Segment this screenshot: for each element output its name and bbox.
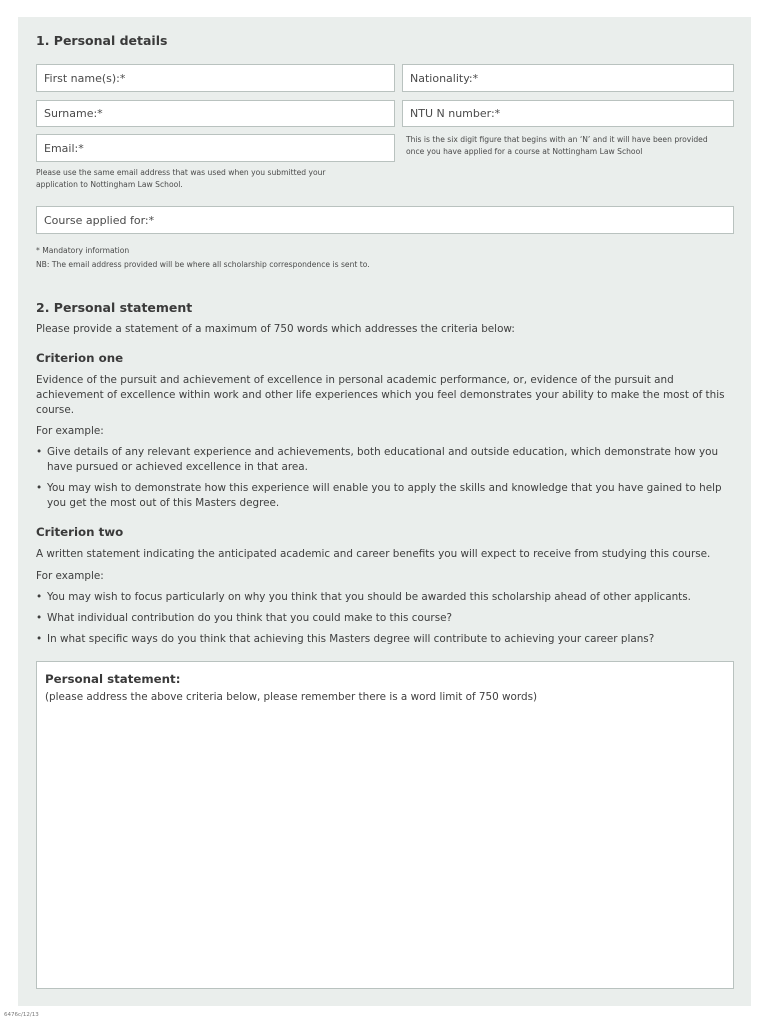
mandatory-info: * Mandatory information [36,246,130,255]
criterion-one-title: Criterion one [36,351,124,365]
personal-statement-box-title: Personal statement: [45,672,181,686]
bullet-icon: • [36,446,43,458]
ntu-number-field[interactable] [402,100,734,127]
criterion-one-bullets [36,445,732,517]
email-note-line-1: Please use the same email address that was used when you submitted your [36,168,326,177]
nationality-label: Nationality:* [410,71,479,85]
email-label: Email:* [44,141,84,155]
bullet-icon: • [36,633,43,645]
bullet-text: You may wish to demonstrate how this experience will enable you to apply the skills and knowledge that you have gained to help you get the most out of this Masters degree. [47,482,722,509]
bullet-icon: • [36,612,43,624]
first-name-label: First name(s):* [44,71,126,85]
ntu-note-line-2: once you have applied for a course at Nottingham Law School [406,147,643,156]
section-personal-details-title: 1. Personal details [36,33,168,48]
bullet-text: In what specific ways do you think that achieving this Masters degree will contribute to achieving your career plans? [47,633,655,645]
personal-statement-textarea[interactable] [36,661,734,989]
criterion-one-for-example: For example: [36,425,104,437]
criterion-two-text: A written statement indicating the anticipated academic and career benefits you will expect to receive from studying this course. [36,548,711,560]
bullet-icon: • [36,591,43,603]
form-reference-code: 6476c/12/13 [4,1012,39,1018]
first-name-field[interactable] [36,64,395,92]
ntu-number-label: NTU N number:* [410,107,501,120]
list-item [36,590,736,605]
criterion-two-bullets [36,590,736,653]
email-note-line-2: application to Nottingham Law School. [36,180,183,189]
course-applied-label: Course applied for:* [44,213,155,227]
criterion-two-for-example: For example: [36,570,104,582]
email-note [36,167,396,191]
bullet-icon: • [36,482,43,494]
nb-email-note: NB: The email address provided will be where all scholarship correspondence is sent to. [36,260,370,269]
list-item [36,632,736,647]
criterion-two-title: Criterion two [36,525,124,539]
personal-statement-box-subtitle: (please address the above criteria below, please remember there is a word limit of 750 words) [45,691,538,703]
list-item [36,481,732,511]
ntu-number-note [406,134,746,158]
list-item [36,611,736,626]
section-personal-statement-title: 2. Personal statement [36,300,193,315]
bullet-text: You may wish to focus particularly on why you think that you should be awarded this scholarship ahead of other applicants. [47,591,691,603]
surname-field[interactable] [36,100,395,127]
criterion-one-text: Evidence of the pursuit and achievement of excellence in personal academic performance, or, evidence of the pursuit and achievement of excellence within work and other life experiences which you feel demonstrates your ability to make the most of this course. [36,374,725,416]
surname-label: Surname:* [44,107,103,120]
mandatory-note [36,245,636,271]
course-applied-field[interactable] [36,206,734,234]
email-field[interactable] [36,134,395,162]
bullet-text: What individual contribution do you think that you could make to this course? [47,612,453,624]
list-item [36,445,732,475]
bullet-text: Give details of any relevant experience and achievements, both educational and outside education, which demonstrate how you have pursued or achieved excellence in that area. [47,446,719,473]
ntu-note-line-1: This is the six digit figure that begins with an ‘N’ and it will have been provided [406,135,708,144]
nationality-field[interactable] [402,64,734,92]
statement-intro: Please provide a statement of a maximum of 750 words which addresses the criteria below: [36,323,515,335]
